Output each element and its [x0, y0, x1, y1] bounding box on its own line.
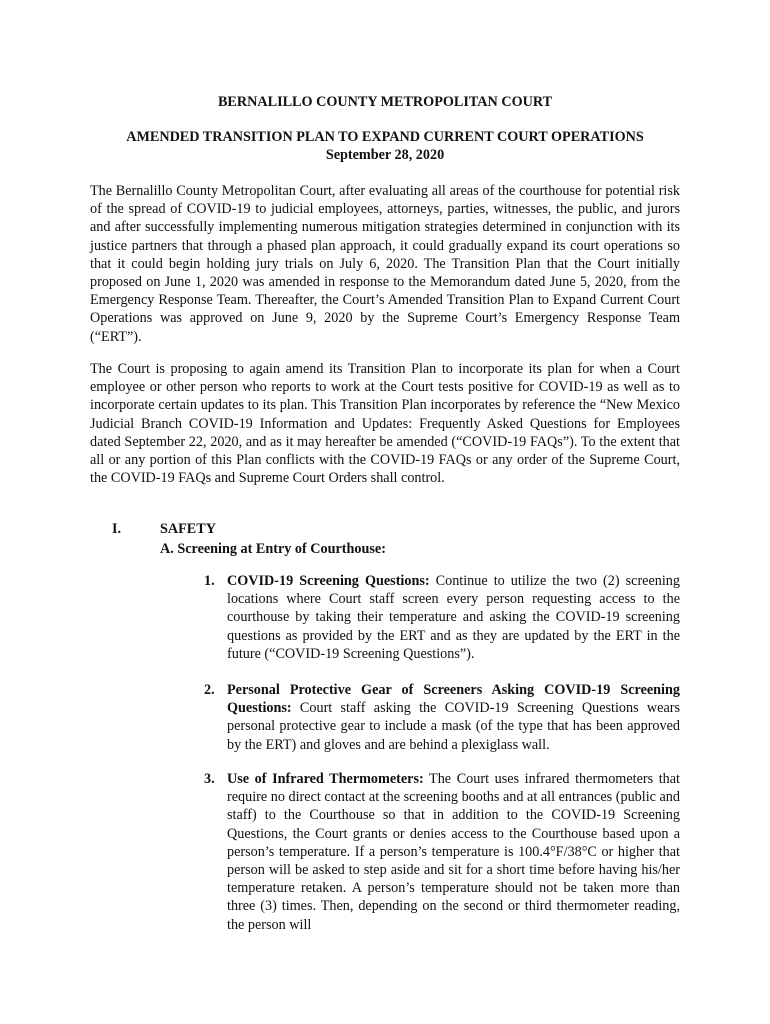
list-item-label: COVID-19 Screening Questions: [227, 573, 430, 589]
list-item-body [227, 770, 680, 934]
list-item-text: The Court uses infrared thermometers that require no direct contact at the screening booths and at all entrances (public and staff) to the Courthouse so that in addition to the COVID-19 Screening Questions, the Court grants or denies access to the Courthouse based upon a person’s temperature. If a person’s temperature is 100.4°F/38°C or higher that person will be asked to step aside and sit for a short time before having his/her temperature retaken. A person’s temperature should not be taken more than three (3) times. Then, depending on the second or third thermometer reading, the person will [227, 771, 680, 933]
intro-paragraph: The Bernalillo County Metropolitan Court, after evaluating all areas of the courthouse for potential risk of the spread of COVID-19 to judicial employees, attorneys, parties, witnesses, the public, and jurors and after successfully implementing numerous mitigation strategies determined in conjunction with its justice partners that through a phased plan approach, it could gradually expand its court operations so that it could begin holding jury trials on July 6, 2020. The Transition Plan that the Court initially proposed on June 1, 2020 was amended in response to the Memorandum dated June 5, 2020, from the Emergency Response Team. Thereafter, the Court’s Amended Transition Plan to Expand Current Court Operations was approved on June 9, 2020 by the Supreme Court’s Emergency Response Team (“ERT”). [90, 183, 680, 345]
court-name-heading: BERNALILLO COUNTY METROPOLITAN COURT [217, 94, 553, 110]
list-item-screening-questions [204, 572, 680, 663]
list-item-text: Continue to utilize the two (2) screening locations where Court staff screen every person requesting access to the courthouse by taking their temperature and asking the COVID-19 screening questions as provided by the ERT and as they are updated by the ERT in the future (“COVID-19 Screening Questions”). [227, 573, 680, 662]
amendment-paragraph: The Court is proposing to again amend its Transition Plan to incorporate its plan for when a Court employee or other person who reports to work at the Court tests positive for COVID-19 as well as to incorporate certain updates to its plan. This Transition Plan incorporates by reference the “New Mexico Judicial Branch COVID-19 Information and Updates: Frequently Asked Questions for Employees dated September 22, 2020, and as it may hereafter be amended (“COVID-19 FAQs”). To the extent that all or any portion of this Plan conflicts with the COVID-19 FAQs or any order of the Supreme Court, the COVID-19 FAQs and Supreme Court Orders shall control. [90, 361, 680, 487]
subsection-title: A. Screening at Entry of Courthouse: [160, 541, 386, 557]
list-item-label: Use of Infrared Thermometers: [227, 771, 424, 787]
plan-date: September 28, 2020 [325, 147, 445, 163]
list-item-protective-gear [204, 681, 680, 754]
list-item-text: Court staff asking the COVID-19 Screening Questions wears personal protective gear to include a mask (of the type that has been approved by the ERT) and gloves and are behind a plexiglass wall. [227, 700, 680, 753]
section-title: SAFETY [160, 521, 216, 537]
list-item-infrared-thermometers [204, 770, 680, 934]
list-item-body [227, 572, 680, 663]
list-item-number: 3. [204, 771, 215, 787]
list-item-number: 2. [204, 682, 215, 698]
plan-title-heading: AMENDED TRANSITION PLAN TO EXPAND CURRENT COURT OPERATIONS [126, 129, 644, 145]
list-item-label: Personal Protective Gear of Screeners Asking COVID-19 Screening Questions: [227, 682, 680, 717]
list-item-body [227, 681, 680, 754]
section-number: I. [112, 521, 122, 537]
list-item-number: 1. [204, 573, 215, 589]
